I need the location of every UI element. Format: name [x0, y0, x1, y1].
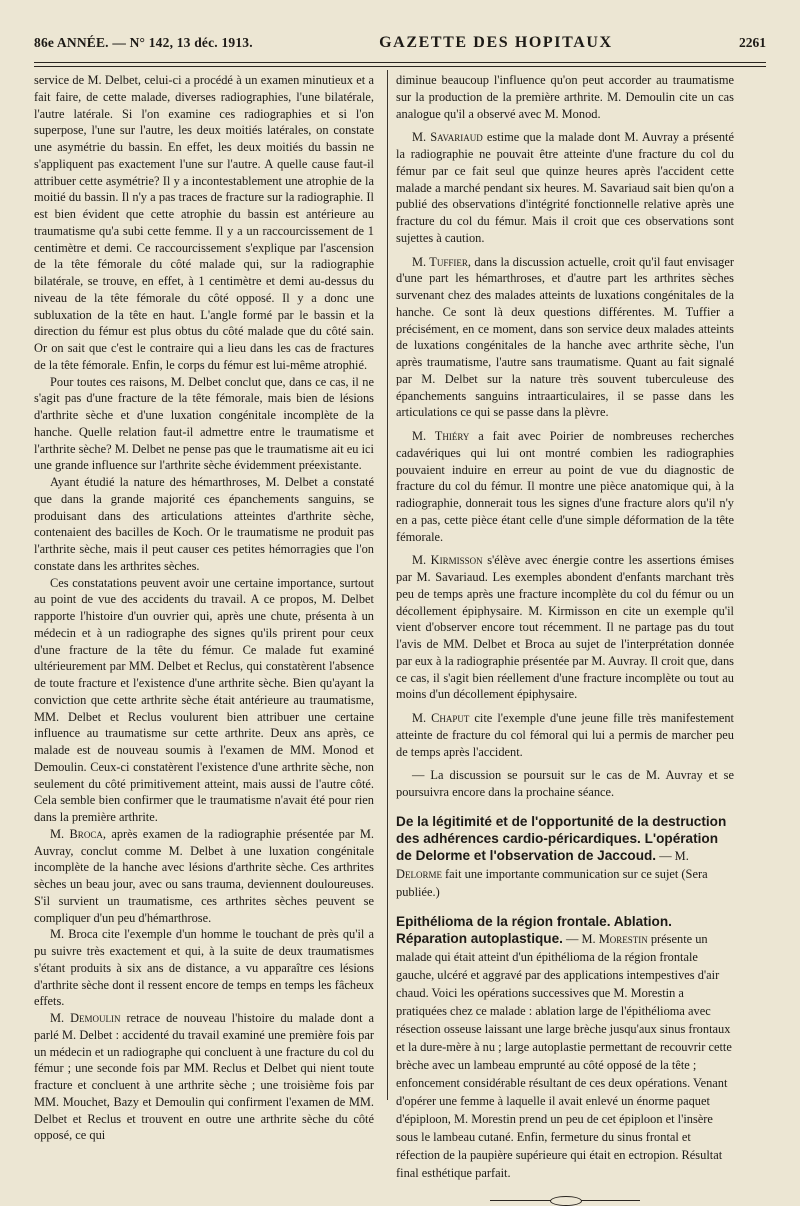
page-number: 2261: [738, 35, 766, 50]
paragraph: M. Broca cite l'exemple d'un homme le touchant de près qu'il a pu suivre très exactement et qui, à la suite de deux traumatismes s'étant produits à six ans de distance, a vu apparaître ces lésions d'arthrite sèche dont il ressent encore de temps en temps les fâcheux effets.: [34, 927, 374, 1009]
paragraph-chaput: [396, 710, 734, 760]
paragraph: Ces constatations peuvent avoir une certaine importance, surtout au point de vue des accidents du travail. A ce propos, M. Delbet rapporte l'histoire d'un ouvrier qui, après une chute, présenta à un médecin et à un radiographe des signes qu'ils prirent pour ceux d'une fracture de la tête du fémur. Ce malade fut examiné ultérieurement par MM. Delbet et Reclus, qui constatèrent l'absence de toute fracture et l'existence d'une arthrite sèche. Bien qu'ayant la conviction que cette arthrite sèche était antérieure au traumatisme, MM. Delbet et Reclus voulurent bien attribuer une certaine influence au traumatisme sur cette arthrite. Deux ans après, ce malade est de nouveau soumis à l'examen de MM. Monod et Demoulin. Ceux-ci constatèrent l'existence d'une arthrite sèche, non seulement du côté primitivement atteint, mais aussi de l'autre côté. Cela semble bien confirmer que le traumatisme n'avait été pour rien dans la première arthrite.: [34, 575, 374, 824]
paragraph-tuffier: [396, 254, 734, 422]
heading-dash: — M.: [562, 931, 599, 946]
paragraph-demoulin: [34, 1010, 374, 1144]
paragraph-text: fait une importante communication sur ce sujet (Sera publiée.): [396, 866, 708, 899]
journal-title: GAZETTE DES HOPITAUX: [379, 34, 613, 51]
paragraph-text: , après examen de la radiographie présentée par M. Auvray, conclut comme M. Delbet à une luxation congénitale incomplète de la hanche avec lésions d'arthrite sèche. Ces arthrites sèches un beau jour, avec ou sans trauma, deviennent douloureuses. S'il survient un traumatisme, ces arthrites sèches peuvent se compliquer d'un peu d'hémarthrose.: [34, 826, 375, 925]
left-column: [34, 72, 375, 1143]
paragraph-kirmisson: [396, 552, 734, 703]
speaker-name: Morestin: [598, 931, 648, 946]
paragraph-broca: [34, 826, 374, 927]
heading-dash: — M.: [656, 848, 689, 863]
speaker-name: M. Thiéry: [412, 429, 470, 443]
speaker-name: M. Tuffier: [412, 254, 468, 269]
section-heading-morestin: [396, 913, 734, 1182]
ornament-knot: [550, 1196, 582, 1206]
header-rule: [34, 62, 766, 63]
column-divider: [387, 70, 388, 1100]
right-column: [396, 72, 734, 1180]
paragraph: service de M. Delbet, celui-ci a procédé à un examen minutieux et a fait faire, de cette malade, diverses radiographies, l'une bilatérale, l'autre latérale. Si l'on examine ces radiographies et si l'on superpose, l'une sur l'autre, les deux moitiés latérales, on constate une asymétrie du bassin. En effet, les deux moitiés du bassin ne s'appliquent pas exactement l'une sur l'autre. A quelle cause faut-il attribuer cette asymétrie? Il y a incontestablement une atrophie de la moitié du bassin. Il n'y a pas traces de fracture sur la radiographie. Il est bien évident que cette atrophie du bassin est antérieure au traumatisme qu'a subi cette femme. Il y a un raccourcissement de 1 centimètre et demi. Ce raccourcissement s'explique par l'ascension de la tête fémorale du côté malade qui, sur la radiographie bilatérale, se trouve, en effet, à 1 centimètre et demi au-dessus du niveau de la tête fémorale du côté opposé. Il y a donc une subluxation de la tête en haut. L'angle formé par le bassin et la direction du fémur est plus obtus du côté malade que du côté sain. Or on sait que c'est le contraire qui a lieu dans les cas de fractures de la tête fémorale. Enfin, le corps du fémur est lui-même atrophié.: [34, 73, 374, 372]
page-header: [34, 34, 766, 58]
speaker-name: M. Demoulin: [50, 1011, 121, 1025]
paragraph: Ayant étudié la nature des hémarthroses, M. Delbet a constaté que dans la grande majorité ces épanchements sanguins, se produisant dans des articulations atteintes d'arthrite sèche, contenaient des bacilles de Koch. Or le traumatisme ne produit pas l'arthrite sèche, mais il peut causer ces petites hémorragies que l'on constate dans les arthrites sèches.: [34, 475, 374, 573]
paragraph: Pour toutes ces raisons, M. Delbet conclut que, dans ce cas, il ne s'agit pas d'une fracture de la tête fémorale, mais bien de lésions d'arthrite sèche et d'une luxation congénitale incomplète de la hanche. Quelle relation faut-il admettre entre le traumatisme et l'arthrite sèche? M. Delbet ne pense pas que le traumatisme ait eu ici une grande influence sur l'arthrite sèche évidemment préexistante.: [34, 374, 374, 473]
paragraph-text: retrace de nouveau l'histoire du malade dont a parlé M. Delbet : accidenté du travail examiné une première fois par un médecin et un radiographe qui concluent à une fracture du col du fémur ; une seconde fois par MM. Reclus et Delbet qui nient toute fracture et concluent à une arthrite sèche ; une troisième fois par MM. Mouchet, Bazy et Demoulin qui confirment l'examen de MM. Delbet et Reclus et trouvent en outre une arthrite sèche du côté opposé, ce qui: [34, 1011, 374, 1143]
speaker-name: Delorme: [396, 866, 442, 881]
paragraph-text: cite l'exemple d'une jeune fille très manifestement atteinte de fracture du col fémoral qui lui a permis de marcher peu de temps après l'accident.: [396, 711, 734, 759]
paragraph-text: s'élève avec énergie contre les assertions émises par M. Savariaud. Les exemples abondent d'enfants marchant très peu de temps après une fracture incomplète du col du fémur ou un décollement épiphysaire. M. Kirmisson en cite un exemple qu'il vient d'observer encore tout récemment. Il ne partage pas du tout l'avis de MM. Delbet et Broca au sujet de l'interprétation donnée par eux à la radiographie présentée par M. Auvray. Il croit que, dans ce cas, il s'agit bien réellement d'une fracture incomplète ou tout au moins d'un décollement épiphysaire.: [396, 553, 734, 702]
speaker-name: M. Kirmisson: [412, 553, 483, 568]
paragraph-text: , dans la discussion actuelle, croit qu'il faut envisager d'une part les hémarthroses, et d'autre part les arthrites sèches survenant chez des malades atteints de luxations congénitales de la hanche. Ce sont là deux questions différentes. M. Tuffier a précisément, en ce moment, dans son service deux malades atteints de luxations congénitales de la hanche avec arthrite sèche, l'un après traumatisme, l'autre sans traumatisme. Quant au fait signalé par M. Delbet sur la nature très souvent tuberculeuse des épanchements sanguins intraarticulaires, il se passe dans les articulations ce qui se passe dans la plèvre.: [396, 254, 734, 420]
paragraph-text: estime que la malade dont M. Auvray a présenté la radiographie ne pouvait être atteinte d'une fracture du col du fémur par ce fait seul que quinze heures après l'accident cette malade a marché pendant six heures. M. Savariaud sait bien qu'on a publié des observations d'intégrité fonctionnelle relative après une fracture du col du fémur. Mais il croit que ces observations sont sujettes à caution.: [396, 130, 734, 245]
paragraph-thiery: [396, 428, 734, 545]
header-rule-thin: [34, 66, 766, 67]
issue-line: 86e ANNÉE. — N° 142, 13 déc. 1913.: [34, 35, 253, 50]
heading-text: De la légitimité et de l'opportunité de la destruction des adhérences cardio-péricardiques. L'opération de Delorme et l'observation de Jaccoud.: [396, 813, 727, 863]
speaker-name: M. Chaput: [412, 711, 470, 725]
paragraph-savariaud: [396, 129, 734, 246]
paragraph-text: présente un malade qui était atteint d'un épithélioma de la région frontale gauche, ulcéré et aggravé par des applications intempestives d'air chaud. Voici les opérations successives que M. Morestin a pratiquées chez ce malade : ablation large de l'épithélioma avec résection osseuse laissant une large brèche jusqu'aux sinus frontaux et la dure-mère à nu ; large autoplastie permettant de recouvrir cette brèche avec un lambeau emprunté au côté opposé de la tête ; enfoncement considérable résultant de ces deux opérations. Venant d'opérer une femme à laquelle il avait enlevé un énorme paquet d'épiploon, M. Morestin prend un peu de cet épiploon et l'insère sous le lambeau cutané. Enfin, fermeture du sinus frontal et réfection de la paupière supérieure qui était en ectropion. Résultat final esthétique parfait.: [396, 931, 732, 1180]
heading-text: Epithélioma de la région frontale. Ablation. Réparation autoplastique.: [396, 913, 672, 946]
speaker-name: M. Broca: [50, 826, 103, 841]
paragraph-text: a fait avec Poirier de nombreuses recherches cadavériques qui lui ont montré combien les radiographies pouvaient induire en erreur au point de vue du diagnostic de fracture du col du fémur. Il montre une pièce anatomique qui, à la radiographie, donnerait tous les signes d'une fracture alors qu'il n'y en a pas, cette pièce étant celle d'une simple déformation de la tête fémorale.: [396, 429, 734, 544]
paragraph-discussion: — La discussion se poursuit sur le cas de M. Auvray et se poursuivra encore dans la prochaine séance.: [396, 768, 734, 799]
section-end-ornament: [490, 1196, 640, 1206]
speaker-name: M. Savariaud: [412, 130, 483, 145]
section-heading-delorme: [396, 813, 734, 901]
paragraph: diminue beaucoup l'influence qu'on peut accorder au traumatisme sur la production de la première arthrite. M. Demoulin cite un cas analogue qu'il a observé avec M. Monod.: [396, 73, 734, 121]
